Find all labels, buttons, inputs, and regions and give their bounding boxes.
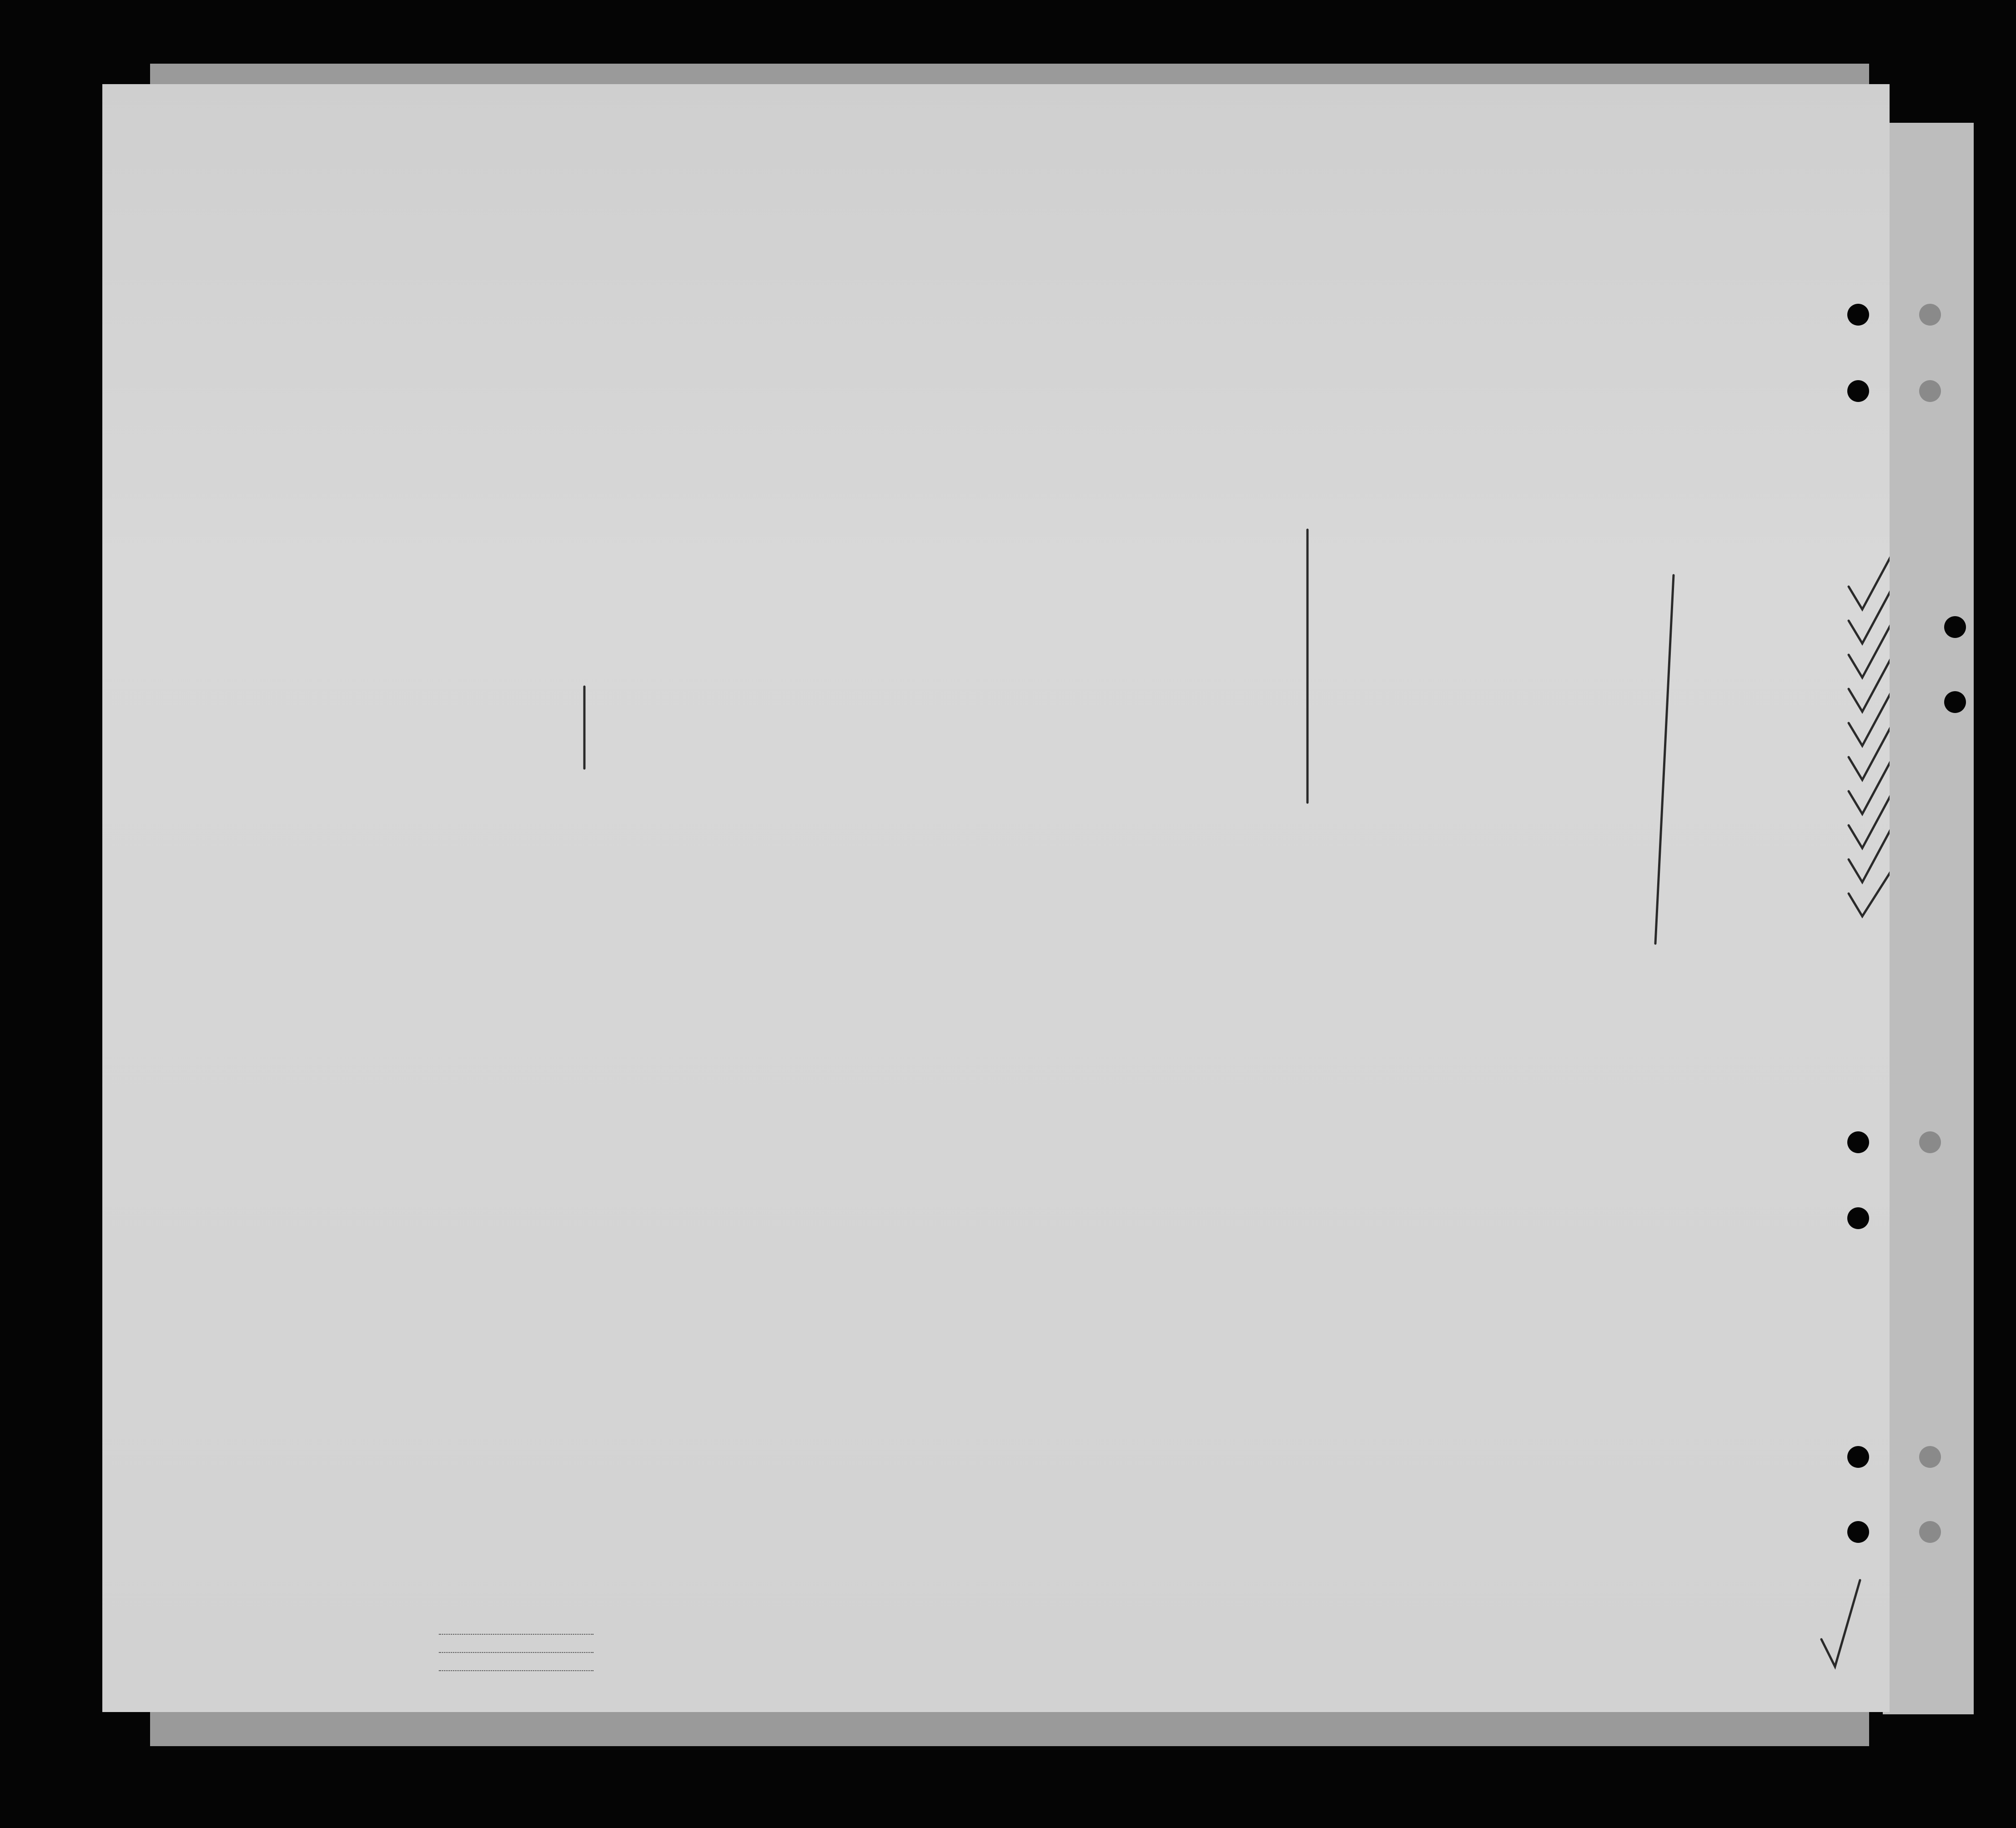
punch-hole xyxy=(1847,1521,1869,1543)
tick-2 xyxy=(1849,584,1890,643)
adjacent-sheet-edge xyxy=(1883,123,1974,1714)
tick-1 xyxy=(1849,550,1890,609)
footer-tick xyxy=(1821,1580,1860,1667)
tick-10 xyxy=(1849,866,1890,916)
punch-hole xyxy=(1919,380,1941,402)
citizens-line xyxy=(439,1652,593,1653)
punch-hole xyxy=(1847,304,1869,326)
punch-hole xyxy=(1919,304,1941,326)
manifest-sheet xyxy=(102,84,1890,1712)
punch-hole xyxy=(1919,1446,1941,1468)
punch-hole xyxy=(1919,1521,1941,1543)
tick-5 xyxy=(1849,687,1890,746)
tick-6 xyxy=(1849,721,1890,780)
punch-hole xyxy=(1944,616,1966,638)
aliens-line xyxy=(439,1670,593,1671)
punch-hole xyxy=(1944,691,1966,713)
punch-hole xyxy=(1847,1446,1869,1468)
punch-hole xyxy=(1847,1207,1869,1229)
punch-hole xyxy=(1847,380,1869,402)
tick-4 xyxy=(1849,653,1890,712)
handwritten-ticks xyxy=(102,84,1890,1712)
tick-8 xyxy=(1849,789,1890,848)
tick-3 xyxy=(1849,618,1890,678)
total-line xyxy=(439,1634,593,1635)
punch-hole xyxy=(1919,1131,1941,1153)
tick-7 xyxy=(1849,755,1890,814)
tick-9 xyxy=(1849,823,1890,882)
punch-hole xyxy=(1847,1131,1869,1153)
residence-tick-line xyxy=(1655,575,1674,944)
